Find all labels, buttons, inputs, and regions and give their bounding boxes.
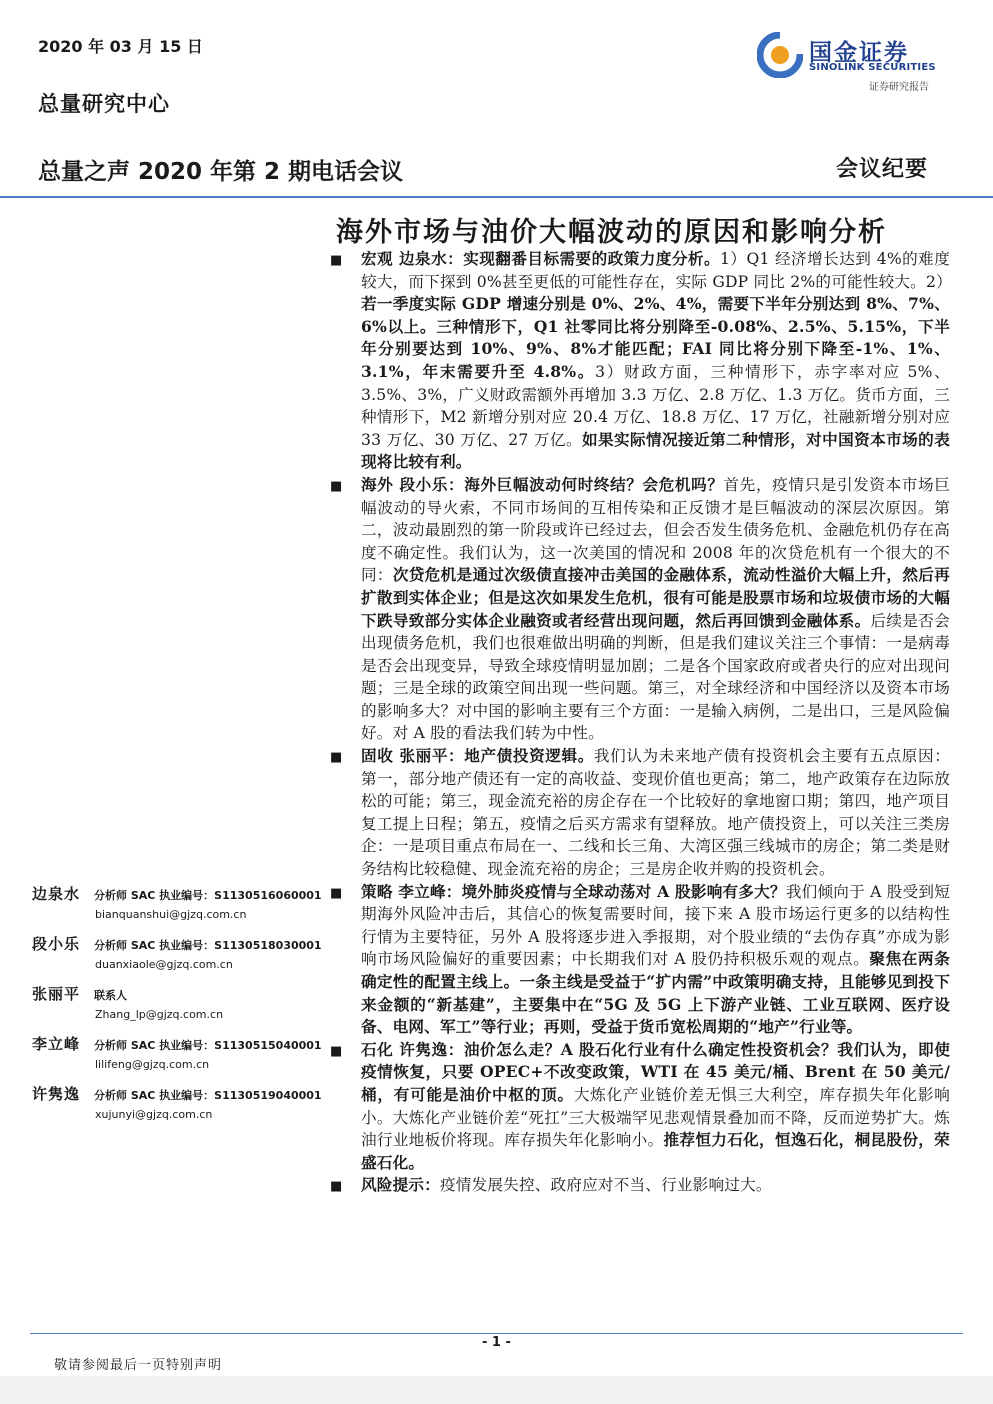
analyst-email[interactable]: xujunyi@gjzq.com.cn — [95, 1108, 213, 1121]
analyst-list — [32, 883, 322, 1133]
footer-divider — [30, 1333, 963, 1334]
department: 总量研究中心 — [38, 91, 170, 116]
analyst-entry — [32, 1033, 322, 1071]
bullet-lead: 宏观 边泉水：实现翻番目标需要的政策力度分析。 — [361, 249, 721, 268]
analyst-name: 边泉水 — [32, 885, 81, 903]
analyst-email[interactable]: Zhang_lp@gjzq.com.cn — [95, 1008, 224, 1021]
logo-name-en: SINOLINK SECURITIES — [809, 62, 936, 73]
bullet-text-segment: 疫情发展失控、政府应对不当、行业影响过大。 — [439, 1176, 772, 1195]
bullet-text-segment: 聚焦在两条确定性的配置主线上。一条主线是受益于“扩内需”中政策明确支持，且能够见到投下来金额的“新基建”，主要集中在“5G 及 5G 上下游产业链、工业互联网、医疗设备、电网、军工”等行业；再则，受益于货币宽松周期的“地产”行业等。 — [361, 949, 950, 1037]
bullet-text-segment: 如果实际情况接近第二种情形，对中国资本市场的表现将比较有利。 — [361, 429, 950, 472]
header-divider — [0, 196, 993, 198]
analyst-certificate: 联系人 — [94, 989, 127, 1002]
analyst-entry — [32, 933, 322, 971]
summary-bullets — [330, 248, 950, 1197]
bullet-text-segment: 1）Q1 经济增长达到 4%的难度较大，而下探到 0%甚至更低的可能性存在，实际 GDP 同比 2%的可能性较大。2） — [361, 250, 952, 291]
company-logo — [757, 30, 947, 94]
bullet-lead: 策略 李立峰：境外肺炎疫情与全球动荡对 A 股影响有多大？ — [361, 881, 786, 901]
analyst-certificate: 分析师 SAC 执业编号：S1130518030001 — [94, 939, 322, 952]
sinolink-logo-icon — [757, 32, 803, 78]
square-bullet-icon: ■ — [330, 885, 343, 901]
bullet-lead: 海外 段小乐：海外巨幅波动何时终结？会危机吗？ — [361, 474, 724, 494]
analyst-certificate: 分析师 SAC 执业编号：S1130516060001 — [94, 889, 322, 902]
square-bullet-icon: ■ — [330, 1043, 343, 1059]
bullet-lead: 风险提示： — [361, 1175, 440, 1195]
document-type: 会议纪要 — [836, 156, 929, 182]
bullet-item — [330, 1174, 950, 1197]
square-bullet-icon: ■ — [330, 253, 343, 268]
bullet-text-segment: 次贷危机是通过次级债直接冲击美国的金融体系，流动性溢价大幅上升，然后再扩散到实体企业；但是这次如果发生危机，很有可能是股票市场和垃圾债市场的大幅下跌导致部分实体企业融资或者经营出现问题，然后再回馈到金融体系。 — [361, 565, 950, 630]
logo-subtitle: 证券研究报告 — [869, 82, 929, 93]
bullet-text-segment: 推荐恒力石化，恒逸石化，桐昆股份，荣盛石化。 — [361, 1130, 950, 1172]
bullet-text-segment: 若一季度实际 GDP 增速分别是 0%、2%、4%，需要下半年分别达到 8%、7%、6%以上。三种情形下，Q1 社零同比将分别降至-0.08%、2.5%、5.15%，下半年分别要达到 10%、9%、8%才能匹配；FAI 同比将分别下降至-1%、1%、3.1%，年末需要升至 4.8%。 — [361, 294, 950, 381]
bullet-item — [330, 1039, 950, 1175]
analyst-email[interactable]: bianquanshui@gjzq.com.cn — [95, 908, 247, 921]
page-bottom-band — [0, 1376, 993, 1404]
bullet-text-segment: 首先，疫情只是引发资本市场巨幅波动的导火索，不同市场间的互相传染和正反馈才是巨幅波动的深层次原因。第二，波动最剧烈的第一阶段或许已经过去，但会否发生债务危机、金融危机仍存在高度不确定性。我们认为，这一次美国的情况和 2008 年的次贷危机有一个很大的不同： — [361, 475, 950, 585]
bullet-text-segment: 后续是否会出现债务危机，我们也很难做出明确的判断，但是我们建议关注三个事情：一是病毒是否会出现变异，导致全球疫情明显加剧；二是各个国家政府或者央行的应对出现问题；三是全球的政策空间出现一些问题。第三，对全球经济和中国经济以及资本市场的影响多大？对中国的影响主要有三个方面：一是输入病例，二是出口，三是风险偏好。对 A 股的看法我们转为中性。 — [361, 611, 950, 743]
page-number: - 1 - — [482, 1335, 511, 1350]
logo-name-cn: 国金证券 — [809, 40, 909, 66]
analyst-email[interactable]: duanxiaole@gjzq.com.cn — [95, 958, 233, 971]
analyst-entry — [32, 883, 322, 921]
report-date: 2020 年 03 月 15 日 — [38, 37, 203, 56]
analyst-name: 段小乐 — [32, 935, 81, 953]
bullet-lead: 石化 许隽逸：油价怎么走？A 股石化行业有什么确定性投资机会？我们认为，即使疫情恢复，只要 OPEC+不改变政策，WTI 在 45 美元/桶、Brent 在 50 美元/桶，有可能是油价中枢的顶。 — [361, 1039, 950, 1104]
analyst-name: 张丽平 — [32, 985, 81, 1003]
disclaimer-text: 敬请参阅最后一页特别声明 — [54, 1358, 223, 1373]
bullet-lead: 固收 张丽平：地产债投资逻辑。 — [361, 746, 594, 766]
main-title: 海外市场与油价大幅波动的原因和影响分析 — [336, 217, 887, 248]
square-bullet-icon: ■ — [330, 478, 343, 494]
bullet-item — [330, 474, 950, 745]
analyst-entry — [32, 983, 322, 1021]
analyst-email[interactable]: lilifeng@gjzq.com.cn — [95, 1058, 210, 1071]
bullet-text-segment: 我们倾向于 A 股受到短期海外风险冲击后，其信心的恢复需要时间，接下来 A 股市场运行更多的以结构性行情为主要特征，另外 A 股将逐步进入季报期，对个股业绩的“去伪存真”亦成为影响市场风险偏好的重要因素；中长期我们对 A 股仍持积极乐观的观点。 — [361, 882, 951, 969]
analyst-certificate: 分析师 SAC 执业编号：S1130515040001 — [94, 1039, 322, 1052]
analyst-certificate: 分析师 SAC 执业编号：S1130519040001 — [94, 1089, 322, 1102]
square-bullet-icon: ■ — [330, 750, 343, 766]
bullet-text-segment: 大炼化产业链价差无惧三大利空，库存损失年化影响小。大炼化产业链价差“死扛”三大极端罕见悲观情景叠加而不降，反而逆势扩大。炼油行业地板价将现。库存损失年化影响小。 — [361, 1085, 950, 1150]
report-title: 总量之声 2020 年第 2 期电话会议 — [38, 159, 404, 185]
analyst-name: 李立峰 — [32, 1035, 81, 1053]
square-bullet-icon: ■ — [330, 1179, 343, 1195]
bullet-item — [330, 248, 950, 474]
bullet-text-segment: 我们认为未来地产债有投资机会主要有五点原因：第一，部分地产债还有一定的高收益、变现价值也更高；第二，地产政策存在边际放松的可能；第三，现金流充裕的房企存在一个比较好的拿地窗口期；第四，地产项目复工提上日程；第五，疫情之后买方需求有望释放。地产债投资上，可以关注三类房企：一是项目重点布局在一、二线和长三角、大湾区强三线城市的房企；第二类是财务结构比较稳健、现金流充裕的房企；三是房企收并购的投资机会。 — [361, 747, 950, 879]
bullet-item — [330, 745, 950, 881]
analyst-name: 许隽逸 — [32, 1085, 81, 1103]
bullet-item — [330, 881, 950, 1039]
analyst-entry — [32, 1083, 322, 1121]
bullet-text-segment: 3）财政方面，三种情形下，赤字率对应 5%、3.5%、3%，广义财政需额外再增加 3.3 万亿、2.8 万亿、1.3 万亿。货币方面，三种情形下，M2 新增分别对应 20.4 万亿、18.8 万亿、17 万亿，社融新增分别对应 33 万亿、30 万亿、27 万亿。 — [361, 362, 950, 449]
